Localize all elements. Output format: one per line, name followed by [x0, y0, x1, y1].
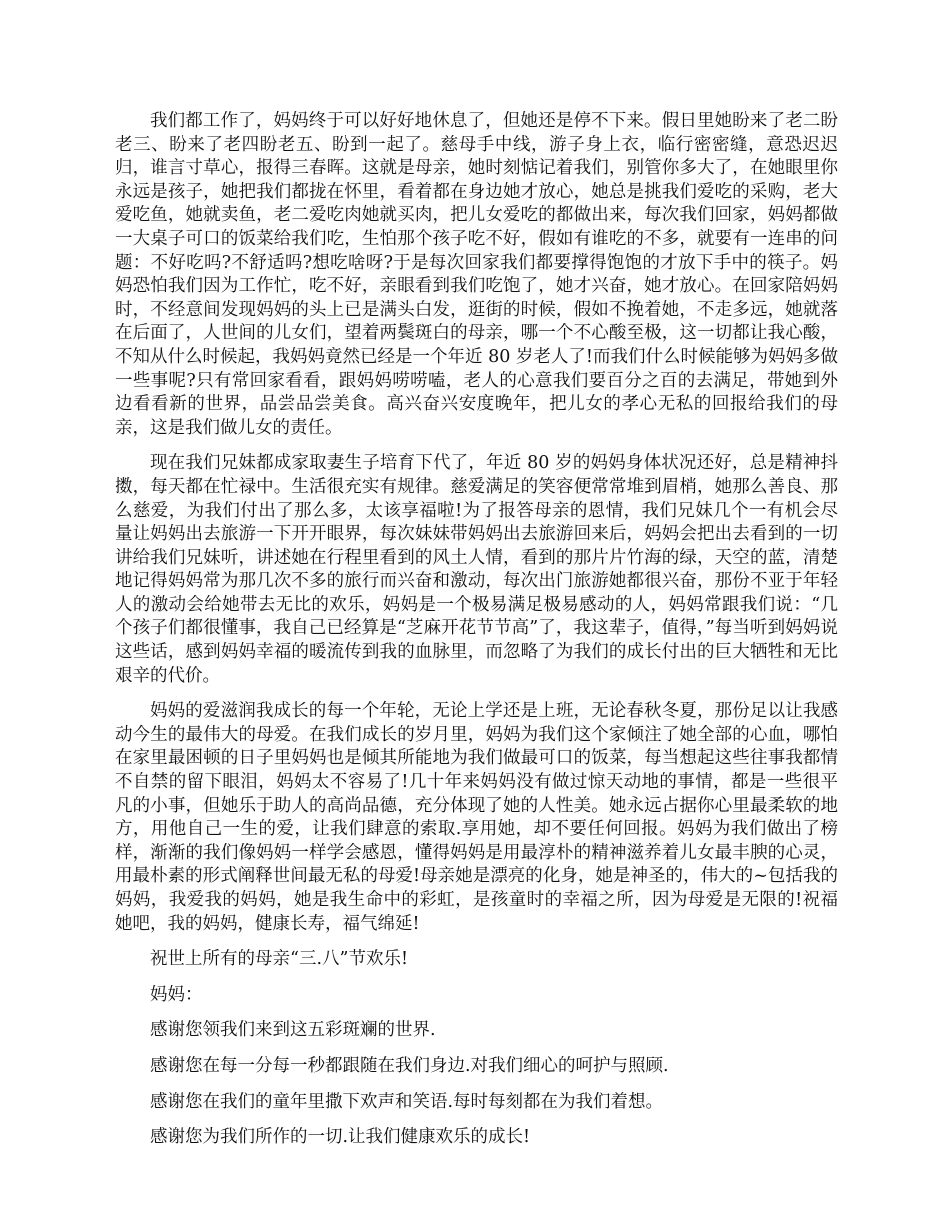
paragraph-3: 妈妈的爱滋润我成长的每一个年轮，无论上学还是上班，无论春秋冬夏，那份足以让我感动今生的最伟大的母爱。在我们成长的岁月里，妈妈为我们这个家倾注了她全部的心血，哪怕在家里最困顿的日子里妈妈也是倾其所能地为我们做最可口的饭菜，每当想起这些往事我都情不自禁的留下眼泪，妈妈太不容易了!几十年来妈妈没有做过惊天动地的事情，都是一些很平凡的小事，但她乐于助人的高尚品德，充分体现了她的人性美。她永远占据你心里最柔软的地方，用他自己一生的爱，让我们肆意的索取.享用她，却不要任何回报。妈妈为我们做出了榜样，渐渐的我们像妈妈一样学会感恩，懂得妈妈是用最淳朴的精神滋养着儿女最丰腴的心灵，用最朴素的形式阐释世间最无私的母爱!母亲她是漂亮的化身，她是神圣的，伟大的~包括我的妈妈，我爱我的妈妈，她是我生命中的彩虹，是孩童时的幸福之所，因为母爱是无限的!祝福她吧，我的妈妈，健康长寿，福气绵延! — [115, 701, 838, 934]
thanks-line-3: 感谢您在我们的童年里撒下欢声和笑语.每时每刻都在为我们着想。 — [150, 1091, 664, 1112]
paragraph-2: 现在我们兄妹都成家取妻生子培育下代了，年近 80 岁的妈妈身体状况还好，总是精神抖擞，每天都在忙禄中。生活很充实有规律。慈爱满足的笑容便常常堆到眉梢，她那么善良、那么慈爱，为我们付出了那么多，太该享福啦!为了报答母亲的恩情，我们兄妹几个一有机会尽量让妈妈出去旅游一下开开眼界，每次妹妹带妈妈出去旅游回来后，妈妈会把出去看到的一切讲给我们兄妹听，讲述她在行程里看到的风土人情，看到的那片片竹海的绿，天空的蓝，清楚地记得妈妈常为那几次不多的旅行而兴奋和激动，每次出门旅游她都很兴奋，那份不亚于年轻人的激动会给她带去无比的欢乐，妈妈是一个极易满足极易感动的人，妈妈常跟我们说：“几个孩子们都很懂事，我自己已经算是“芝麻开花节节高”了，我这辈子，值得，”每当听到妈妈说这些话，感到妈妈幸福的暖流传到我的血脉里，而忽略了为我们的成长付出的巨大牺牲和无比艰辛的代价。 — [115, 453, 838, 686]
greeting-line: 祝世上所有的母亲“三.八”节欢乐! — [150, 949, 408, 970]
salutation-line: 妈妈： — [150, 984, 203, 1005]
paragraph-1: 我们都工作了，妈妈终于可以好好地休息了，但她还是停不下来。假日里她盼来了老二盼老三、盼来了老四盼老五、盼到一起了。慈母手中线，游子身上衣，临行密密缝，意恐迟迟归，谁言寸草心，报得三春晖。这就是母亲，她时刻惦记着我们，别管你多大了，在她眼里你永远是孩子，她把我们都拢在怀里，看着都在身边她才放心，她总是挑我们爱吃的采购，老大爱吃鱼，她就卖鱼，老二爱吃肉她就买肉，把儿女爱吃的都做出来，每次我们回家，妈妈都做一大桌子可口的饭菜给我们吃，生怕那个孩子吃不好，假如有谁吃的不多，就要有一连串的问题：不好吃吗?不舒适吗?想吃啥呀?于是每次回家我们都要撑得饱饱的才放下手中的筷子。妈妈恐怕我们因为工作忙，吃不好，亲眼看到我们吃饱了，她才兴奋，她才放心。在回家陪妈妈时，不经意间发现妈妈的头上已是满头白发，逛街的时候，假如不挽着她，不走多远，她就落在后面了，人世间的儿女们，望着两鬓斑白的母亲，哪一个不心酸至极，这一切都让我心酸，不知从什么时候起，我妈妈竟然已经是一个年近 80 岁老人了!而我们什么时候能够为妈妈多做一些事呢?只有常回家看看，跟妈妈唠唠嗑，老人的心意我们要百分之百的去满足，带她到外边看看新的世界，品尝品尝美食。高兴奋兴安度晚年，把儿女的孝心无私的回报给我们的母亲，这是我们做儿女的责任。 — [115, 111, 838, 438]
thanks-line-4: 感谢您为我们所作的一切.让我们健康欢乐的成长! — [150, 1127, 531, 1148]
thanks-line-2: 感谢您在每一分每一秒都跟随在我们身边.对我们细心的呵护与照顾. — [150, 1055, 669, 1076]
thanks-line-1: 感谢您领我们来到这五彩斑斓的世界. — [150, 1020, 436, 1041]
